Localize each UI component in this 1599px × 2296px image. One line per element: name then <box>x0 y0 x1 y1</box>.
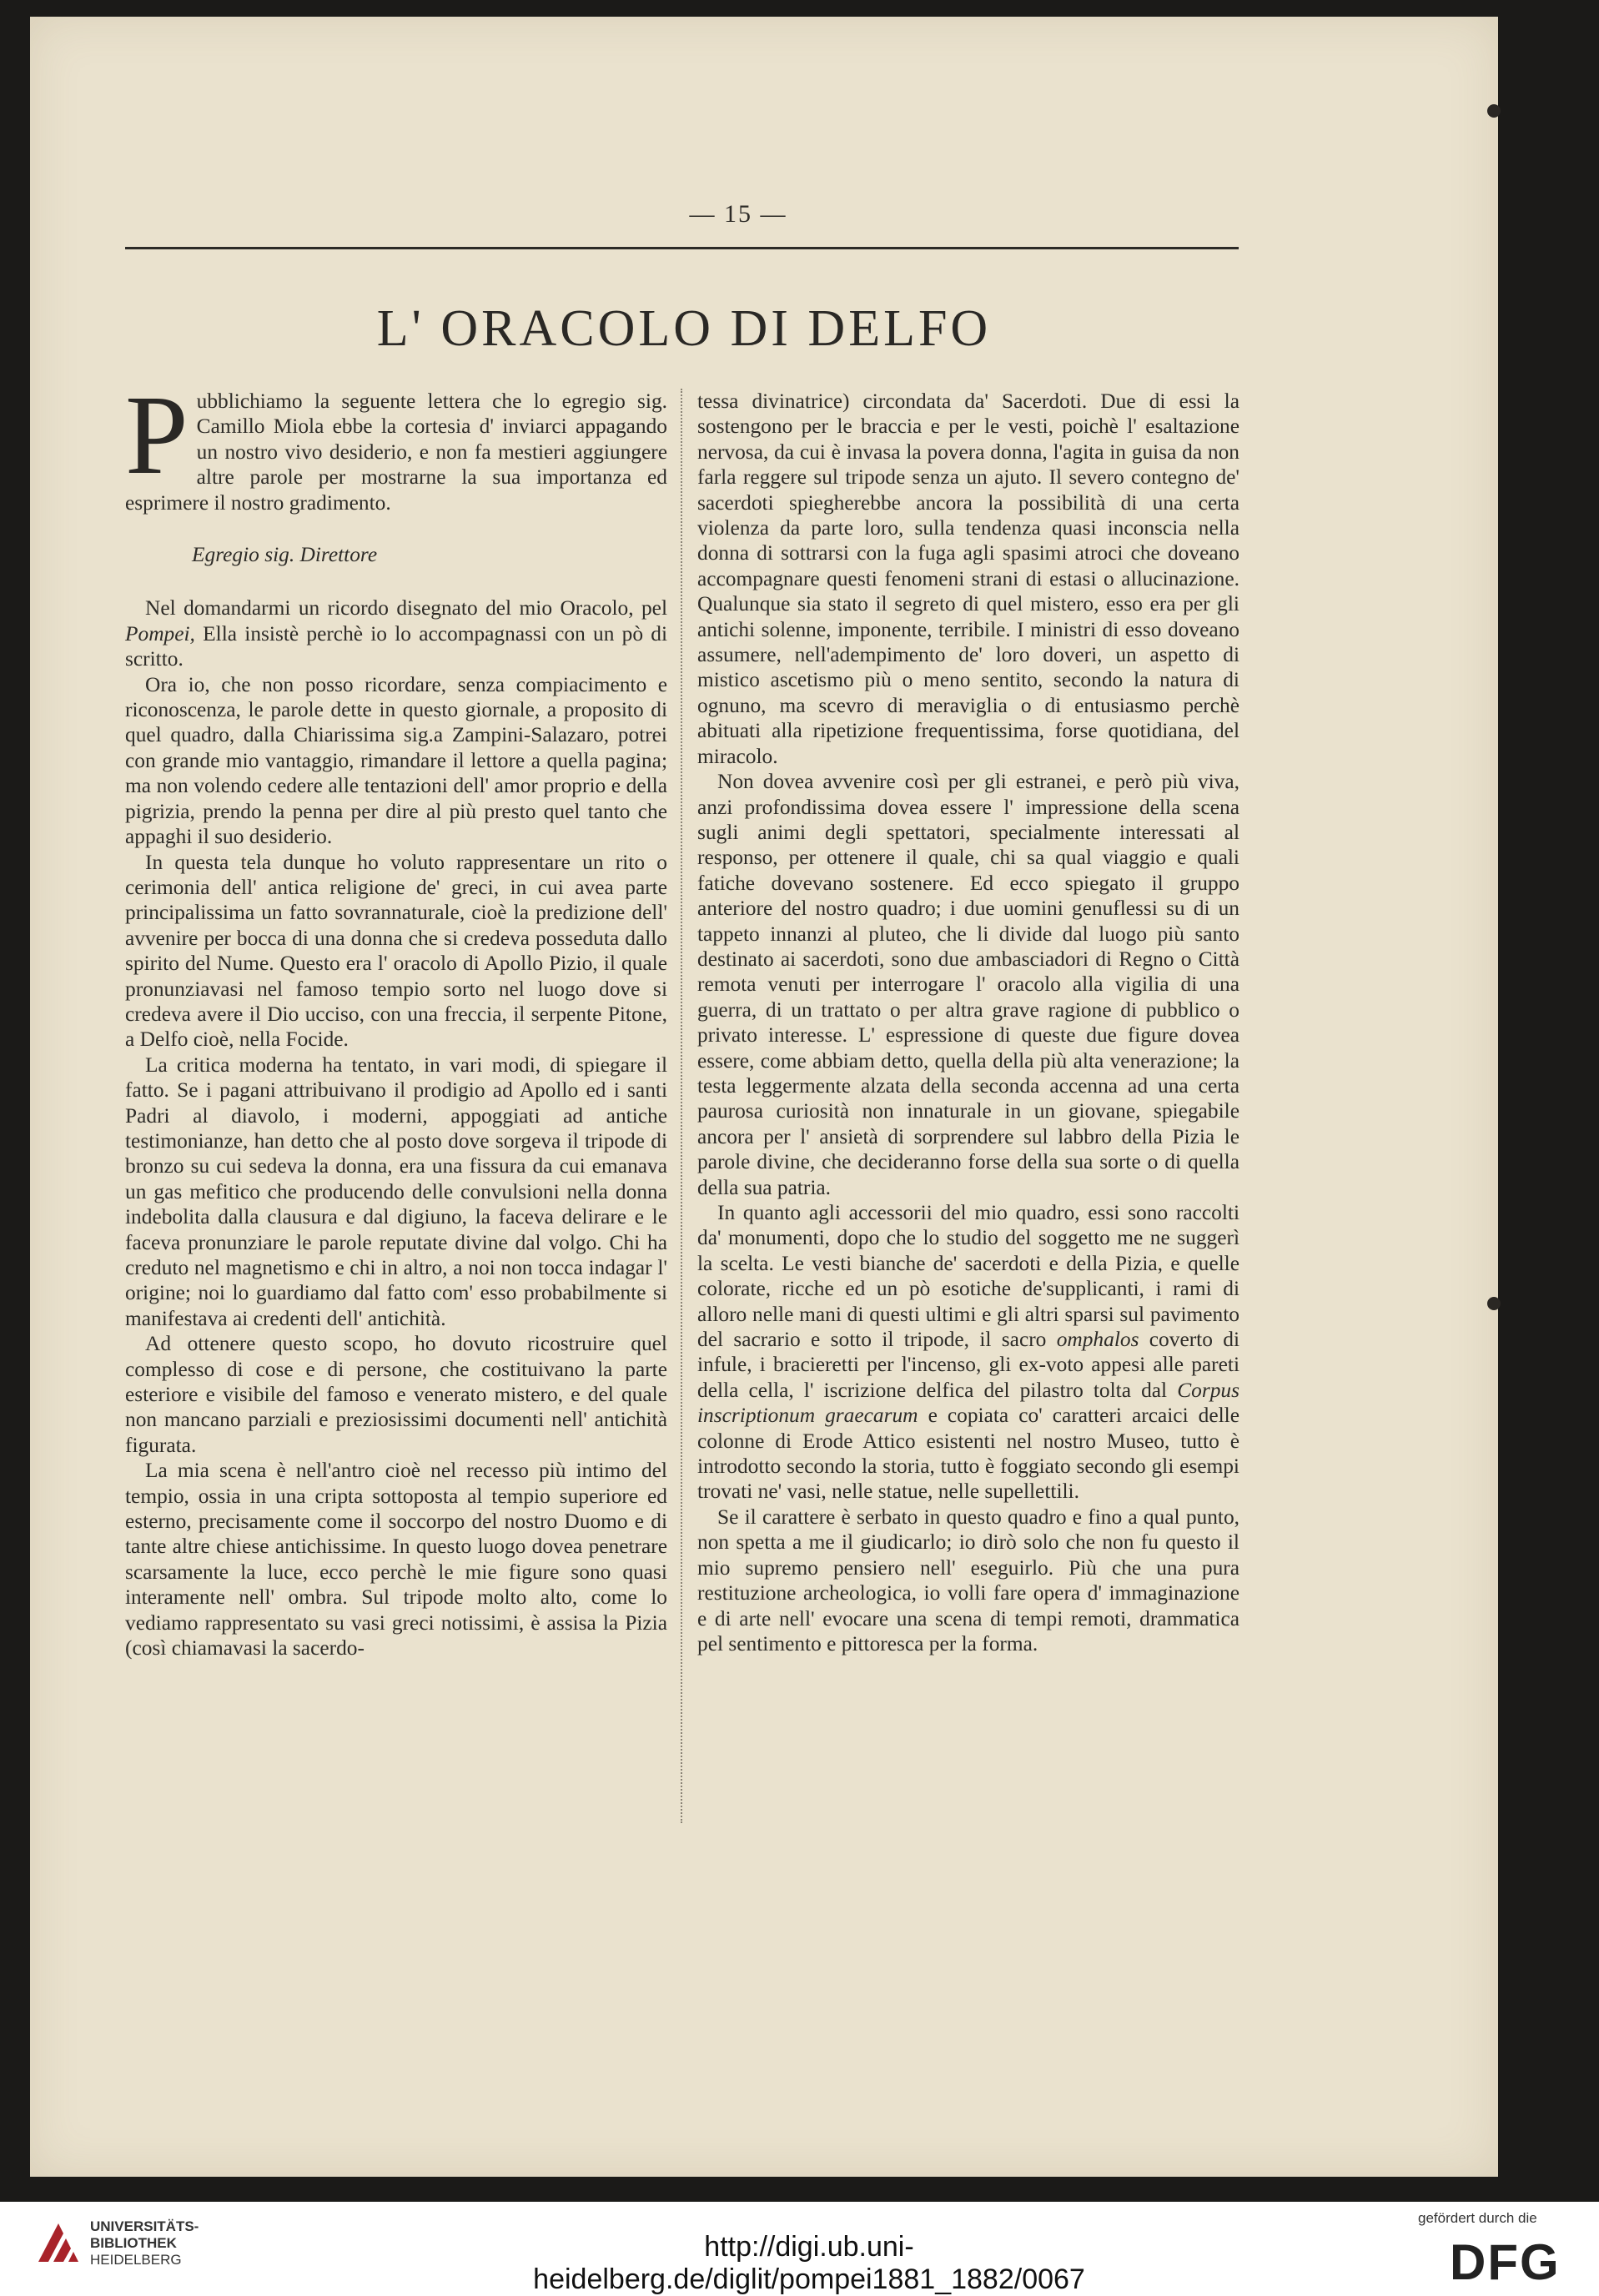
italic-text: Pompei, <box>125 621 195 646</box>
header-rule <box>125 247 1239 249</box>
paragraph: Ad ottenere questo scopo, ho dovuto ricostruire quel complesso di cose e di persone, che costituivano la parte esteriore e visibile del famoso e venerato mistero, e del quale non mancano parziali e preziosissimi documenti nell' antichità figurata. <box>125 1332 667 1457</box>
library-name-line: BIBLIOTHEK <box>90 2235 177 2251</box>
intro-paragraph <box>125 373 667 515</box>
paragraph: La critica moderna ha tentato, in vari modi, di spiegare il fatto. Se i pagani attribuivano il prodigio ad Apollo ed i santi Padri al diavolo, i moderni, appoggiati ad antiche testimonianze, han detto che al posto dove sorgeva il tripode di bronzo su cui sedeva la donna, era una fissura da cui emanava un gas mefitico che producendo delle convulsioni nella donna indebolita dalla clausura e dal digiuno, la faceva delirare e le faceva pronunziare le parole reputate divine dal volgo. Chi ha creduto nel magnetismo e chi in altro, a noi non tocca indagar l' origine; noi lo guardiamo dal fatto com' esso probabilmente si manifestava ai credenti dell' antichità. <box>125 1053 667 1330</box>
left-column <box>125 373 667 1661</box>
paragraph: Ora io, che non posso ricordare, senza compiacimento e riconoscenza, le parole dette in questo giornale, a proposito di quel quadro, dalla Chiarissima sig.a Zampini-Salazaro, potrei con grande mio vantaggio, rimandare il lettore a quella pagina; ma non volendo cedere alle tentazioni dell' amor proprio e della pigrizia, prendo la penna per dire al più presto quel tanto che appaghi il suo desiderio. <box>125 672 667 849</box>
paragraph-text: coverto di infule, i bracieretti per l'incenso, gli ex-voto appesi alle pareti della cella, l' iscrizione delfica del pilastro tolta dal <box>697 1328 1239 1402</box>
viewer-footer <box>0 2202 1599 2293</box>
permalink-url[interactable]: http://digi.ub.uni-heidelberg.de/diglit/pompei1881_1882/0067 <box>533 2231 1085 2295</box>
paragraph-text: e copiata co' caratteri arcaici delle colonne di Erode Attico esistenti nel nostro Museo, tutto è introdotto secondo la storia, tutto è foggiato secondo gli esempi trovati ne' vasi, nelle statue, nelle supellettili. <box>697 1404 1239 1504</box>
university-library-logo-icon <box>33 2217 83 2267</box>
paragraph <box>125 595 667 671</box>
library-name <box>90 2218 199 2268</box>
italic-text: omphalos <box>1056 1328 1139 1352</box>
funding-note: gefördert durch die <box>1418 2210 1537 2226</box>
drop-cap: P <box>125 373 189 498</box>
paragraph <box>697 1200 1239 1505</box>
letter-salutation: Egregio sig. Direttore <box>192 543 378 567</box>
library-name-line: UNIVERSITÄTS- <box>90 2218 199 2234</box>
paragraph: In questa tela dunque ho voluto rappresentare un rito o cerimonia dell' antica religione de' greci, in cui avea parte principalissima un fatto sovrannaturale, cioè la predizione dell' avvenire per bocca di una donna che si credeva posseduta dallo spirito del Nume. Questo era l' oracolo di Apollo Pizio, il quale pronunziavasi nel famoso tempio sorto nel luogo dove si credeva avere il Dio ucciso, con una freccia, il serpente Pitone, a Delfo cioè, nella Focide. <box>125 850 667 1052</box>
binding-hole <box>1487 104 1501 118</box>
library-name-line: HEIDELBERG <box>90 2252 182 2268</box>
paragraph: Non dovea avvenire così per gli estranei, e però più viva, anzi profondissima dovea essere l' impressione della scena sugli animi degli spettatori, specialmente interessati al responso, per ottenere il quale, chi sa qual viaggio e quali fatiche dovevano sostenere. Ed ecco spiegato il gruppo anteriore del nostro quadro; i due uomini genuflessi su di un tappeto innanzi al pluteo, che li divide dal luogo più santo destinato ai sacerdoti, sono due ambasciadori di Regno o Città remota venuti per interrogare l' oracolo alla vigilia di una guerra, di un trattato o per altra grave ragione di pubblico o privato interesse. L' espressione di queste due figure dovea essere, come abbiam detto, quella della più alta venerazione; la testa leggermente alzata della seconda accenna ad una certa paurosa curiosità non innaturale in un giovane, spiegabile ancora per l' ansietà di sorprendere sul labbro della Pizia le parole divine, che decideranno forse della sua sorte o di quella della sua patria. <box>697 770 1239 1199</box>
paragraph-text: Ella insistè perchè io lo accompagnassi con un pò di scritto. <box>125 621 667 671</box>
paragraph: Se il carattere è serbato in questo quadro e fino a qual punto, non spetta a me il giudicarlo; io dirò solo che non fu questo il mio supremo pensiero nell' eseguirlo. Più che una pura restituzione archeologica, io volli fare opera d' immaginazione e di arte nell' evocare una scena di tempi remoti, drammatica pel sentimento e pittoresca per la forma. <box>697 1505 1239 1655</box>
paragraph-text: In quanto agli accessorii del mio quadro, essi sono raccolti da' monumenti, dopo che lo studio del soggetto me ne suggerì la scelta. Le vesti bianche de' sacerdoti e della Pizia, e quelle colorate, ricche ed un pò esotiche de'supplicanti, i rami di alloro nelle mani di questi ultimi e gli altri sparsi sul pavimento del sacrario e sotto il tripode, il sacro <box>697 1201 1239 1352</box>
intro-text: ubblichiamo la seguente lettera che lo egregio sig. Camillo Miola ebbe la cortesia d' inviarci appagando un nostro vivo desiderio, e non fa mestieri aggiungere altre parole per mostrarne la sua importanza ed esprimere il nostro gradimento. <box>125 389 667 515</box>
paragraph-text: Nel domandarmi un ricordo disegnato del mio Oracolo, pel <box>145 596 667 620</box>
page-content <box>125 200 1243 1660</box>
dfg-logo: DFG <box>1450 2234 1561 2290</box>
page-number: — 15 — <box>689 200 787 228</box>
italic-text: Corpus inscriptionum graecarum <box>697 1378 1239 1428</box>
column-separator <box>681 389 682 1823</box>
right-column <box>697 389 1239 1656</box>
binding-hole <box>1487 1297 1501 1310</box>
paragraph: tessa divinatrice) circondata da' Sacerdoti. Due di essi la sostengono per le braccia e per le vesti, poichè l' esaltazione nervosa, da cui è invasa la povera donna, l'agita in guisa da non farla reggere sul tripode senza un ajuto. Il severo contegno de' sacerdoti spiegherebbe ancora la possibilità di una certa violenza da parte loro, sulla tendenza quasi inconscia nella donna di sottrarsi con la fuga agli spasimi atroci che doveano accompagnare questi fenomeni strani di estasi o allucinazione. Qualunque sia stato il segreto di quel mistero, esso era per gli antichi solenne, imponente, terribile. I ministri di esso doveano assumere, nell'adempimento de' loro doveri, un aspetto di mistico ascetismo più o meno sentito, secondo la natura di ognuno, ma scevro di meraviglia o di entusiasmo perchè abituati alla ripetizione frequentissima, forse quotidiana, del miracolo. <box>697 389 1239 768</box>
paragraph: La mia scena è nell'antro cioè nel recesso più intimo del tempio, ossia in una cripta sottoposta al tempio superiore ed esterno, precisamente come il soccorpo del nostro Duomo e di tante altre chiese antichissime. In questo luogo dovea penetrare scarsamente la luce, ecco perchè le mie figure sono quasi interamente nell' ombra. Sul tripode molto alto, come lo vediamo rappresentato su vasi greci notissimi, è assisa la Pizia (così chiamavasi la sacerdo- <box>125 1459 667 1660</box>
article-title: L' ORACOLO DI DELFO <box>376 300 992 357</box>
